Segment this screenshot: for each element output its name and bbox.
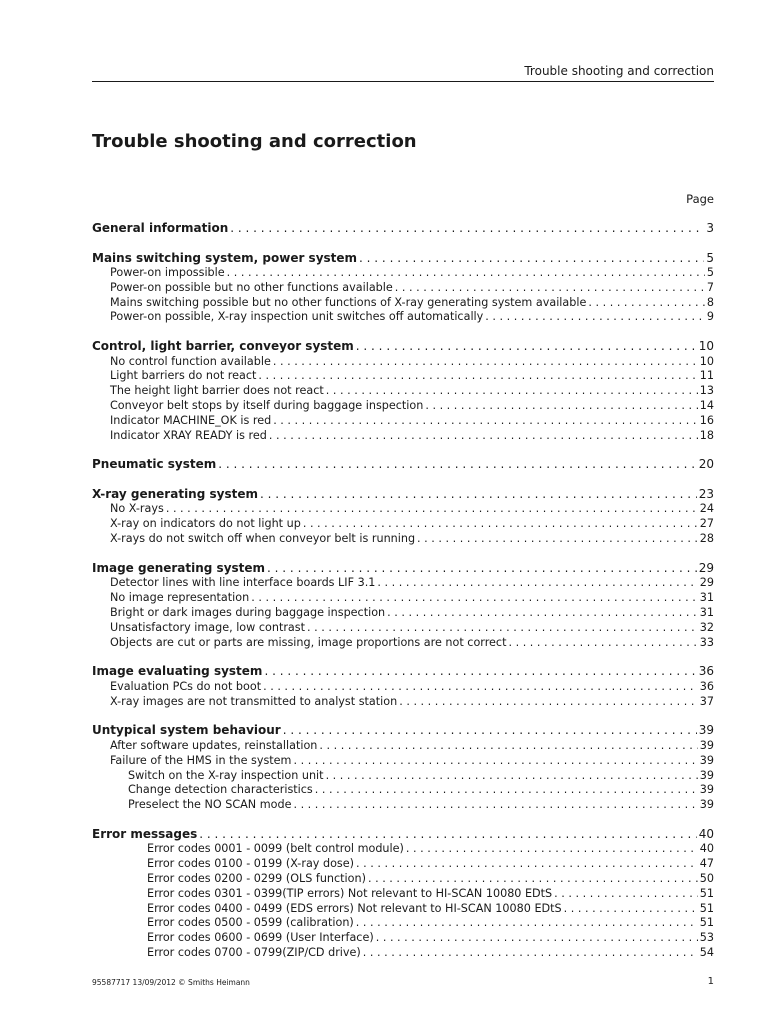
toc-entry-label: Unsatisfactory image, low contrast [110, 620, 306, 634]
toc-leader-dots [564, 902, 698, 915]
toc-section-title: Image evaluating system [92, 664, 263, 679]
toc-page-number: 14 [699, 399, 714, 413]
running-header: Trouble shooting and correction [524, 64, 714, 78]
toc-entry[interactable] [92, 355, 714, 370]
toc-entry[interactable] [92, 739, 714, 754]
toc-section-title: Pneumatic system [92, 457, 217, 472]
toc-leader-dots [406, 842, 698, 855]
toc-page-number: 28 [699, 532, 714, 546]
toc-page-number: 31 [699, 605, 714, 619]
toc-section-heading[interactable] [92, 827, 714, 843]
toc-entry[interactable] [92, 310, 714, 325]
toc-entry[interactable] [92, 754, 714, 769]
toc-entry[interactable] [92, 857, 714, 872]
toc-page-number: 39 [699, 738, 714, 752]
toc-page-number: 39 [699, 798, 714, 812]
toc-leader-dots [485, 310, 705, 323]
toc-leader-dots [356, 857, 698, 870]
toc-leader-dots [319, 739, 697, 752]
toc-entry-label: Error codes 0001 - 0099 (belt control module) [147, 842, 404, 856]
toc-leader-dots [283, 723, 697, 737]
toc-leader-dots [166, 502, 698, 515]
toc-leader-dots [363, 946, 698, 959]
toc-entry-label: Power-on impossible [110, 266, 225, 279]
toc-section-heading[interactable] [92, 251, 714, 267]
toc-leader-dots [303, 517, 698, 530]
toc-section [92, 664, 714, 709]
toc-page-number: 39 [699, 768, 714, 782]
toc-leader-dots [273, 355, 698, 368]
toc-entry[interactable] [92, 783, 714, 798]
toc-section-heading[interactable] [92, 339, 714, 355]
toc-entry[interactable] [92, 369, 714, 384]
toc-entry[interactable] [92, 591, 714, 606]
toc-page-number: 36 [699, 679, 714, 693]
toc-page-number: 33 [699, 635, 714, 649]
toc-page-number: 53 [699, 931, 714, 945]
toc-page-number: 29 [698, 560, 714, 575]
toc-leader-dots [356, 916, 698, 929]
toc-leader-dots [251, 591, 698, 604]
toc-entry[interactable] [92, 576, 714, 591]
toc-page-number: 36 [698, 664, 714, 679]
toc-entry[interactable] [92, 636, 714, 651]
footer-document-info: 95587717 13/09/2012 © Smiths Heimann [92, 978, 250, 987]
toc-entry-label: Evaluation PCs do not boot [110, 679, 262, 693]
toc-leader-dots [425, 399, 697, 412]
toc-entry-label: No image representation [110, 591, 250, 605]
toc-entry[interactable] [92, 384, 714, 399]
toc-leader-dots [260, 487, 697, 501]
toc-entry-label: Preselect the NO SCAN mode [128, 798, 292, 812]
toc-entry[interactable] [92, 266, 714, 281]
toc-section-title: General information [92, 221, 229, 235]
toc-page-number: 5 [706, 250, 714, 265]
toc-section [92, 339, 714, 443]
toc-leader-dots [227, 266, 705, 279]
toc-leader-dots [326, 384, 698, 397]
toc-page-number: 16 [699, 413, 714, 427]
toc-entry[interactable] [92, 621, 714, 636]
toc-leader-dots [273, 414, 698, 427]
toc-leader-dots [258, 369, 697, 382]
toc-leader-dots [399, 695, 698, 708]
toc-section-heading[interactable] [92, 664, 714, 680]
toc-entry-label: Detector lines with line interface boards LIF 3.1 [110, 576, 376, 590]
toc-page-number: 20 [698, 457, 714, 472]
toc-entry[interactable] [92, 517, 714, 532]
toc-entry-label: X-rays do not switch off when conveyor belt is running [110, 532, 416, 546]
toc-entry[interactable] [92, 532, 714, 547]
toc-section-title: Untypical system behaviour [92, 723, 281, 738]
toc-page-number: 40 [698, 826, 714, 841]
toc-entry-label: Error codes 0600 - 0699 (User Interface) [147, 931, 374, 945]
toc-entry[interactable] [92, 842, 714, 857]
toc-page-number: 39 [699, 753, 714, 767]
toc-leader-dots [315, 783, 698, 796]
toc-leader-dots [395, 281, 705, 294]
toc-section-heading[interactable] [92, 221, 714, 237]
toc-page-number: 5 [706, 266, 714, 279]
toc-leader-dots [230, 221, 704, 235]
toc-page-number: 23 [698, 486, 714, 501]
toc-entry-label: Error codes 0700 - 0799(ZIP/CD drive) [147, 946, 361, 959]
toc-leader-dots [199, 827, 696, 841]
toc-leader-dots [218, 457, 696, 471]
toc-leader-dots [376, 931, 698, 944]
toc-section-title: Image generating system [92, 560, 266, 575]
toc-entry[interactable] [92, 680, 714, 695]
toc-page-number: 39 [698, 723, 714, 738]
toc-entry[interactable] [92, 902, 714, 917]
toc-page-number: 10 [698, 339, 714, 354]
toc-entry-label: Error codes 0100 - 0199 (X-ray dose) [147, 857, 355, 871]
toc-section [92, 251, 714, 326]
toc-page-number: 9 [706, 310, 714, 324]
toc-page-number: 54 [699, 946, 714, 959]
toc-entry-label: Indicator MACHINE_OK is red [110, 413, 272, 427]
toc-entry-label: Mains switching possible but no other functions of X-ray generating system available [110, 295, 587, 309]
toc-section-title: Mains switching system, power system [92, 250, 358, 265]
toc-leader-dots [267, 561, 697, 575]
toc-section-heading[interactable] [92, 723, 714, 739]
toc-page-number: 47 [699, 857, 714, 871]
toc-section-heading[interactable] [92, 561, 714, 577]
toc-entry-label: Bright or dark images during baggage inspection [110, 605, 386, 619]
toc-section-title: X-ray generating system [92, 486, 258, 501]
toc-entry-label: Error codes 0200 - 0299 (OLS function) [147, 872, 366, 886]
toc-page-number: 51 [699, 901, 714, 915]
toc-entry-label: Indicator XRAY READY is red [110, 428, 267, 442]
toc-leader-dots [263, 680, 698, 693]
toc-page-number: 32 [699, 620, 714, 634]
toc-entry-label: Error codes 0500 - 0599 (calibration) [147, 916, 354, 930]
toc-entry[interactable] [92, 606, 714, 621]
toc-page-number: 37 [699, 694, 714, 708]
toc-leader-dots [269, 429, 698, 442]
toc-section [92, 487, 714, 547]
toc-entry[interactable] [92, 946, 714, 961]
toc-section [92, 723, 714, 812]
toc-entry[interactable] [92, 429, 714, 444]
toc-entry[interactable] [92, 872, 714, 887]
toc-entry-label: After software updates, reinstallation [110, 738, 318, 752]
toc-page-number: 18 [699, 428, 714, 442]
toc-page-number: 50 [699, 872, 714, 886]
toc-entry-label: Switch on the X-ray inspection unit [128, 768, 324, 782]
toc-section [92, 221, 714, 237]
toc-page-number: 7 [706, 280, 714, 294]
toc-leader-dots [293, 754, 697, 767]
toc-leader-dots [377, 576, 697, 589]
footer-page-number: 1 [707, 976, 714, 987]
toc-page-number: 10 [699, 354, 714, 368]
toc-entry-label: X-ray images are not transmitted to analyst station [110, 694, 398, 708]
toc-section-title: Control, light barrier, conveyor system [92, 339, 354, 354]
toc-leader-dots [417, 532, 698, 545]
toc-entry-label: Change detection characteristics [128, 783, 313, 797]
toc-leader-dots [356, 339, 697, 353]
toc-leader-dots [359, 251, 704, 265]
page-column-label: Page [686, 192, 714, 206]
toc-section [92, 561, 714, 650]
toc-section [92, 457, 714, 473]
header-rule [92, 81, 714, 82]
toc-entry[interactable] [92, 281, 714, 296]
toc-entry-label: No control function available [110, 354, 271, 368]
toc-leader-dots [326, 769, 698, 782]
toc-section-title: Error messages [92, 826, 198, 841]
toc-page-number: 27 [699, 517, 714, 531]
toc-page-number: 13 [699, 384, 714, 398]
toc-entry-label: Power-on possible but no other functions available [110, 280, 393, 294]
toc-section-heading[interactable] [92, 487, 714, 503]
toc-leader-dots [554, 887, 698, 900]
toc-entry[interactable] [92, 695, 714, 710]
toc-entry[interactable] [92, 798, 714, 813]
toc-entry[interactable] [92, 931, 714, 946]
toc-entry-label: Light barriers do not react [110, 369, 257, 383]
toc-section [92, 827, 714, 961]
toc-entry-label: Failure of the HMS in the system [110, 753, 292, 767]
toc-entry-label: Error codes 0301 - 0399(TIP errors) Not relevant to HI-SCAN 10080 EDtS [147, 886, 553, 900]
toc-entry-label: X-ray on indicators do not light up [110, 517, 301, 531]
toc-page-number: 39 [699, 783, 714, 797]
toc-entry[interactable] [92, 296, 714, 311]
toc-entry[interactable] [92, 414, 714, 429]
toc-leader-dots [264, 664, 696, 678]
toc-leader-dots [293, 798, 697, 811]
toc-entry-label: Power-on possible, X-ray inspection unit switches off automatically [110, 310, 484, 324]
toc-leader-dots [307, 621, 698, 634]
toc-section-heading[interactable] [92, 457, 714, 473]
toc-page-number: 29 [699, 576, 714, 590]
toc-page-number: 40 [699, 842, 714, 856]
toc-entry[interactable] [92, 399, 714, 414]
toc-leader-dots [508, 636, 697, 649]
toc-entry[interactable] [92, 769, 714, 784]
toc-page-number: 51 [699, 916, 714, 930]
toc-page-number: 3 [706, 221, 714, 235]
toc-page-number: 8 [706, 295, 714, 309]
table-of-contents [92, 221, 714, 975]
page-title: Trouble shooting and correction [92, 131, 417, 152]
toc-entry-label: Error codes 0400 - 0499 (EDS errors) Not relevant to HI-SCAN 10080 EDtS [147, 901, 562, 915]
toc-entry-label: The height light barrier does not react [110, 384, 324, 398]
toc-leader-dots [387, 606, 698, 619]
toc-entry-label: No X-rays [110, 502, 164, 516]
toc-entry[interactable] [92, 916, 714, 931]
toc-entry-label: Objects are cut or parts are missing, image proportions are not correct [110, 635, 507, 649]
toc-leader-dots [368, 872, 698, 885]
toc-entry[interactable] [92, 887, 714, 902]
toc-page-number: 31 [699, 591, 714, 605]
toc-page-number: 24 [699, 502, 714, 516]
toc-page-number: 11 [699, 369, 714, 383]
toc-entry[interactable] [92, 502, 714, 517]
toc-entry-label: Conveyor belt stops by itself during baggage inspection [110, 399, 424, 413]
toc-page-number: 51 [699, 886, 714, 900]
toc-leader-dots [588, 296, 705, 309]
